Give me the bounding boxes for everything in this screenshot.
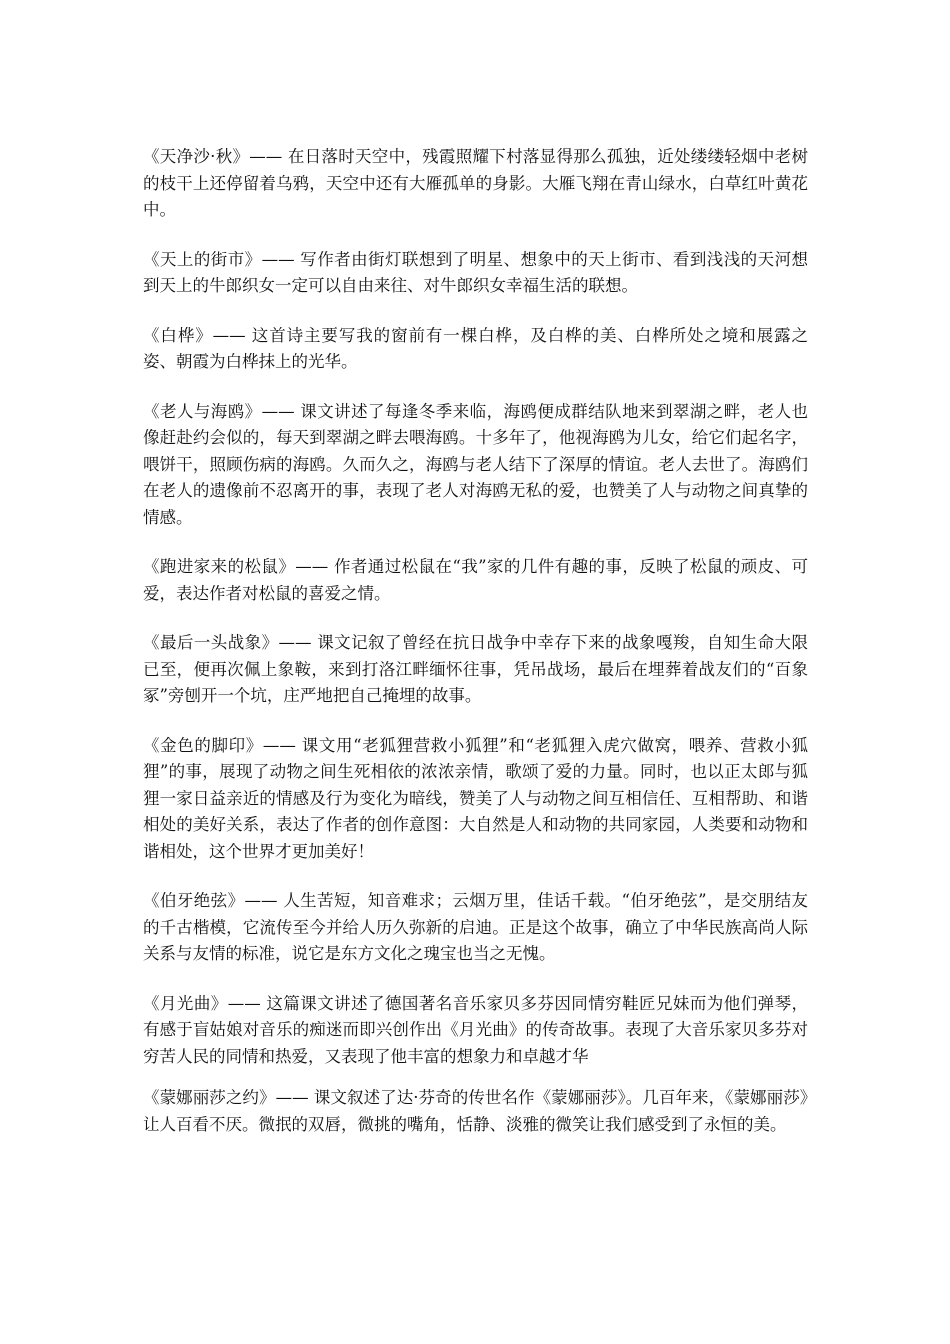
entry-separator: ——	[275, 1088, 314, 1107]
entry-text: 课文记叙了曾经在抗日战争中幸存下来的战象嘎羧，自知生命大限已至，便再次佩上象鞍，来到打洛江畔缅怀往事，凭吊战场，最后在埋葬着战友们的“百象冢”旁刨开一个坑，庄严地把自己掩埋的故事。	[143, 633, 809, 705]
entry-tianshang-de-jieshi	[143, 247, 808, 300]
entry-title: 《蒙娜丽莎之约》	[143, 1088, 276, 1107]
entry-title: 《伯牙绝弦》	[143, 891, 245, 910]
entry-baihua	[143, 323, 808, 376]
entry-title: 《月光曲》	[143, 993, 228, 1013]
document-page	[143, 144, 808, 1161]
entry-separator: ——	[212, 325, 252, 345]
entry-title: 《跑进家来的松鼠》	[143, 557, 296, 576]
entry-text: 课文用“老狐狸营救小狐狸”和“老狐狸入虎穴做窝，喂养、营救小狐狸”的事，展现了动物之间生死相依的浓浓亲情，歌颂了爱的力量。同时，也以正太郎与狐狸一家日益亲近的情感及行为变化为暗线，赞美了人与动物之间互相信任、互相帮助、和谐相处的美好关系，表达了作者的创作意图：大自然是人和动物的共同家园，人类要和动物和谐相处，这个世界才更加美好！	[143, 735, 809, 861]
entry-separator: ——	[244, 891, 284, 910]
entry-title: 《金色的脚印》	[143, 735, 263, 755]
entry-text: 人生苦短，知音难求；云烟万里，佳话千载。“伯牙绝弦”，是交朋结友的千古楷模，它流传至今并给人历久弥新的启迪。正是这个故事，确立了中华民族高尚人际关系与友情的标准，说它是东方文化之瑰宝也当之无愧。	[143, 891, 809, 963]
entry-text: 这篇课文讲述了德国著名音乐家贝多芬因同情穷鞋匠兄妹而为他们弹琴，有感于盲姑娘对音乐的痴迷而即兴创作出《月光曲》的传奇故事。表现了大音乐家贝多芬对穷苦人民的同情和热爱，又表现了他丰富的想象力和卓越才华	[143, 993, 809, 1066]
entry-text: 课文叙述了达·芬奇的传世名作《蒙娜丽莎》。几百年来，《蒙娜丽莎》让人百看不厌。微抿的双唇，微挑的嘴角，恬静、淡雅的微笑让我们感受到了永恒的美。	[143, 1088, 809, 1134]
entry-text: 作者通过松鼠在“我”家的几件有趣的事，反映了松鼠的顽皮、可爱，表达作者对松鼠的喜爱之情。	[143, 557, 809, 603]
entry-tianjingsha-qiu	[143, 144, 808, 224]
entry-title: 《天净沙·秋》	[143, 147, 250, 166]
entry-separator: ——	[249, 147, 288, 166]
entry-yueguangqu	[143, 991, 808, 1071]
entry-text: 写作者由街灯联想到了明星、想象中的天上街市、看到浅浅的天河想到天上的牛郎织女一定可以自由来往、对牛郎织女幸福生活的联想。	[143, 249, 809, 295]
entry-separator: ——	[261, 401, 301, 421]
entry-jinse-de-jiaoyin	[143, 733, 808, 866]
entry-separator: ——	[227, 993, 267, 1013]
entry-text: 课文讲述了每逢冬季来临，海鸥便成群结队地来到翠湖之畔，老人也像赶赴约会似的，每天到翠湖之畔去喂海鸥。十多年了，他视海鸥为儿女，给它们起名字，喂饼干，照顾伤病的海鸥。久而久之，海鸥与老人结下了深厚的情谊。老人去世了。海鸥们在老人的遗像前不忍离开的事，表现了老人对海鸥无私的爱，也赞美了人与动物之间真挚的情感。	[143, 401, 809, 527]
entry-mengnalisha-zhiyue	[143, 1085, 808, 1138]
entry-text: 这首诗主要写我的窗前有一棵白桦，及白桦的美、白桦所处之境和展露之姿、朝霞为白桦抹上的光华。	[143, 325, 808, 371]
entry-zuihou-yitou-zhanxiang	[143, 630, 808, 710]
entry-separator: ——	[278, 633, 318, 652]
entry-separator: ——	[295, 557, 334, 576]
entry-title: 《天上的街市》	[143, 249, 262, 269]
entry-text: 在日落时天空中，残霞照耀下村落显得那么孤独，近处缕缕轻烟中老树的枝干上还停留着乌鸦，天空中还有大雁孤单的身影。大雁飞翔在青山绿水，白草红叶黄花中。	[143, 147, 809, 219]
entry-separator: ——	[262, 735, 302, 755]
entry-title: 《最后一头战象》	[143, 633, 279, 652]
entry-title: 《老人与海鸥》	[143, 401, 262, 421]
entry-paojin-jialai-de-songshu	[143, 554, 808, 607]
entry-separator: ——	[261, 249, 301, 269]
entry-boya-juexian	[143, 888, 808, 968]
entry-laoren-yu-haiou	[143, 399, 808, 532]
entry-title: 《白桦》	[143, 325, 213, 345]
